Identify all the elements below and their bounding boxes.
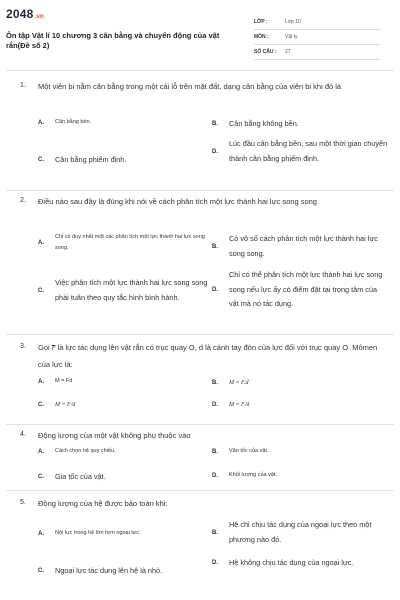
option-letter: A. <box>38 378 44 385</box>
option-text: Hệ không chịu tác dụng của ngoại lực. <box>229 558 354 567</box>
meta-row-class <box>254 15 380 30</box>
meta-value: 27 <box>285 49 291 55</box>
option-letter: C. <box>38 402 44 409</box>
option-c[interactable] <box>38 153 198 168</box>
option-letter: B. <box>212 243 218 250</box>
option-text: Cân bằng phiếm định. <box>55 155 127 164</box>
option-text: M = F/d <box>55 402 76 408</box>
question-number: 4. <box>20 431 26 438</box>
meta-value: Vật lý <box>285 34 298 40</box>
meta-label: SỐ CÂU : <box>254 49 277 55</box>
option-letter: C. <box>38 474 44 481</box>
divider <box>6 490 394 491</box>
option-letter: D. <box>212 560 218 567</box>
question-text: Một viên bi nằm cân bằng trong một cái lỗ trên mặt đất, dạng cân bằng của viên bi khi đó là <box>38 82 342 91</box>
option-text: Cân bằng bền. <box>55 119 92 125</box>
divider <box>6 424 394 425</box>
option-letter: A. <box>38 448 44 455</box>
question-text-part: là lực tác dụng lên vật rắn có trục quay O, d là cánh tay đòn của lực đối với trục quay O. Mômen của lực là: <box>38 343 378 369</box>
option-a[interactable] <box>38 117 198 128</box>
question-text: Động lượng của một vật không phụ thuộc vào <box>38 431 191 440</box>
question-number: 1. <box>20 82 26 89</box>
question-text-part: Gọi <box>38 343 52 352</box>
question-number: 5. <box>20 499 26 506</box>
option-letter: D. <box>212 472 218 479</box>
divider <box>6 70 394 71</box>
option-letter: B. <box>212 529 218 536</box>
meta-table <box>254 15 380 60</box>
option-text: Nội lực trong hệ lớn hơn ngoại lực. <box>55 530 141 536</box>
question-text: Động lượng của hệ được bảo toàn khi: <box>38 499 168 508</box>
option-letter: B. <box>212 380 218 387</box>
meta-row-count <box>254 45 380 60</box>
option-a[interactable] <box>38 528 208 539</box>
option-text: Chỉ có duy nhất một các phân tích một lực thành hai lực song song. <box>55 234 205 251</box>
option-letter: A. <box>38 119 44 126</box>
option-letter: A. <box>38 240 44 246</box>
option-d[interactable] <box>212 470 388 481</box>
option-letter: A. <box>38 530 44 537</box>
option-text: Cách chọn hệ quy chiếu. <box>55 448 116 454</box>
option-c[interactable] <box>38 470 198 485</box>
option-text: M = Fd <box>55 378 73 384</box>
option-letter: D. <box>212 402 218 409</box>
question-number: 3. <box>20 343 26 350</box>
option-text: Lúc đầu cân bằng bền, sau một thời gian chuyển thành cân bằng phiếm định. <box>229 139 388 163</box>
option-text: Chỉ có thể phân tích một lực thành hai lực song song nếu lực ấy có điểm đặt tại trọng tâm của vật mà nó tác dụng. <box>229 270 383 308</box>
option-text: Gia tốc của vật. <box>55 472 106 481</box>
option-d[interactable] <box>212 398 388 413</box>
option-text: Ngoại lực tác dụng lên hệ là nhỏ. <box>55 566 163 575</box>
option-b[interactable] <box>212 117 388 132</box>
divider <box>6 190 394 191</box>
option-text: M = F.d <box>229 380 249 386</box>
option-text: Có vô số cách phân tích một lực thành hai lực song song. <box>229 234 378 258</box>
meta-row-subject <box>254 30 380 45</box>
document-header <box>0 0 400 66</box>
meta-label: LỚP : <box>254 19 268 25</box>
meta-value: Lớp 10 <box>285 19 301 25</box>
option-text: Vận tốc của vật. <box>229 448 269 454</box>
question-text: Điều nào sau đây là đúng khi nói về cách phân tích một lực thành hai lực song song <box>38 197 317 206</box>
option-letter: B. <box>212 121 218 128</box>
question-text <box>38 340 388 372</box>
option-d[interactable] <box>212 556 388 571</box>
question-number: 2. <box>20 197 26 204</box>
option-a[interactable] <box>38 446 198 457</box>
option-letter: D. <box>212 148 218 155</box>
option-letter: C. <box>38 568 44 575</box>
option-text: Khối lượng của vật. <box>229 472 277 478</box>
option-d[interactable] <box>212 137 388 166</box>
meta-label: MÔN : <box>254 34 269 40</box>
option-text: Việc phân tích một lực thành hai lực song song phải tuân theo quy tắc hình bình hành. <box>55 278 208 302</box>
option-text: Hệ chỉ chịu tác dụng của ngoại lực theo một phương nào đó. <box>229 520 372 544</box>
divider <box>6 334 394 335</box>
option-d[interactable] <box>212 268 388 312</box>
option-a[interactable] <box>38 376 198 387</box>
option-b[interactable] <box>212 518 388 547</box>
option-c[interactable] <box>38 398 198 413</box>
option-b[interactable] <box>212 232 388 261</box>
option-b[interactable] <box>212 376 388 391</box>
force-vector-symbol: $\overline{F}$ <box>51 346 56 352</box>
document-title: Ôn tập Vật lí 10 chương 3 cân bằng và chuyển động của vật rắn(Đề số 2) <box>6 31 220 51</box>
option-c[interactable] <box>38 276 208 305</box>
option-letter: C. <box>38 287 44 294</box>
option-letter: D. <box>212 286 218 293</box>
site-logo[interactable]: 2048.vn <box>6 7 44 21</box>
option-text: Cân bằng không bền. <box>229 119 299 128</box>
option-letter: B. <box>212 448 218 455</box>
option-c[interactable] <box>38 564 208 579</box>
option-a[interactable] <box>38 232 208 254</box>
option-text: M = F/d <box>229 402 250 408</box>
option-b[interactable] <box>212 446 388 457</box>
option-letter: C. <box>38 157 44 164</box>
